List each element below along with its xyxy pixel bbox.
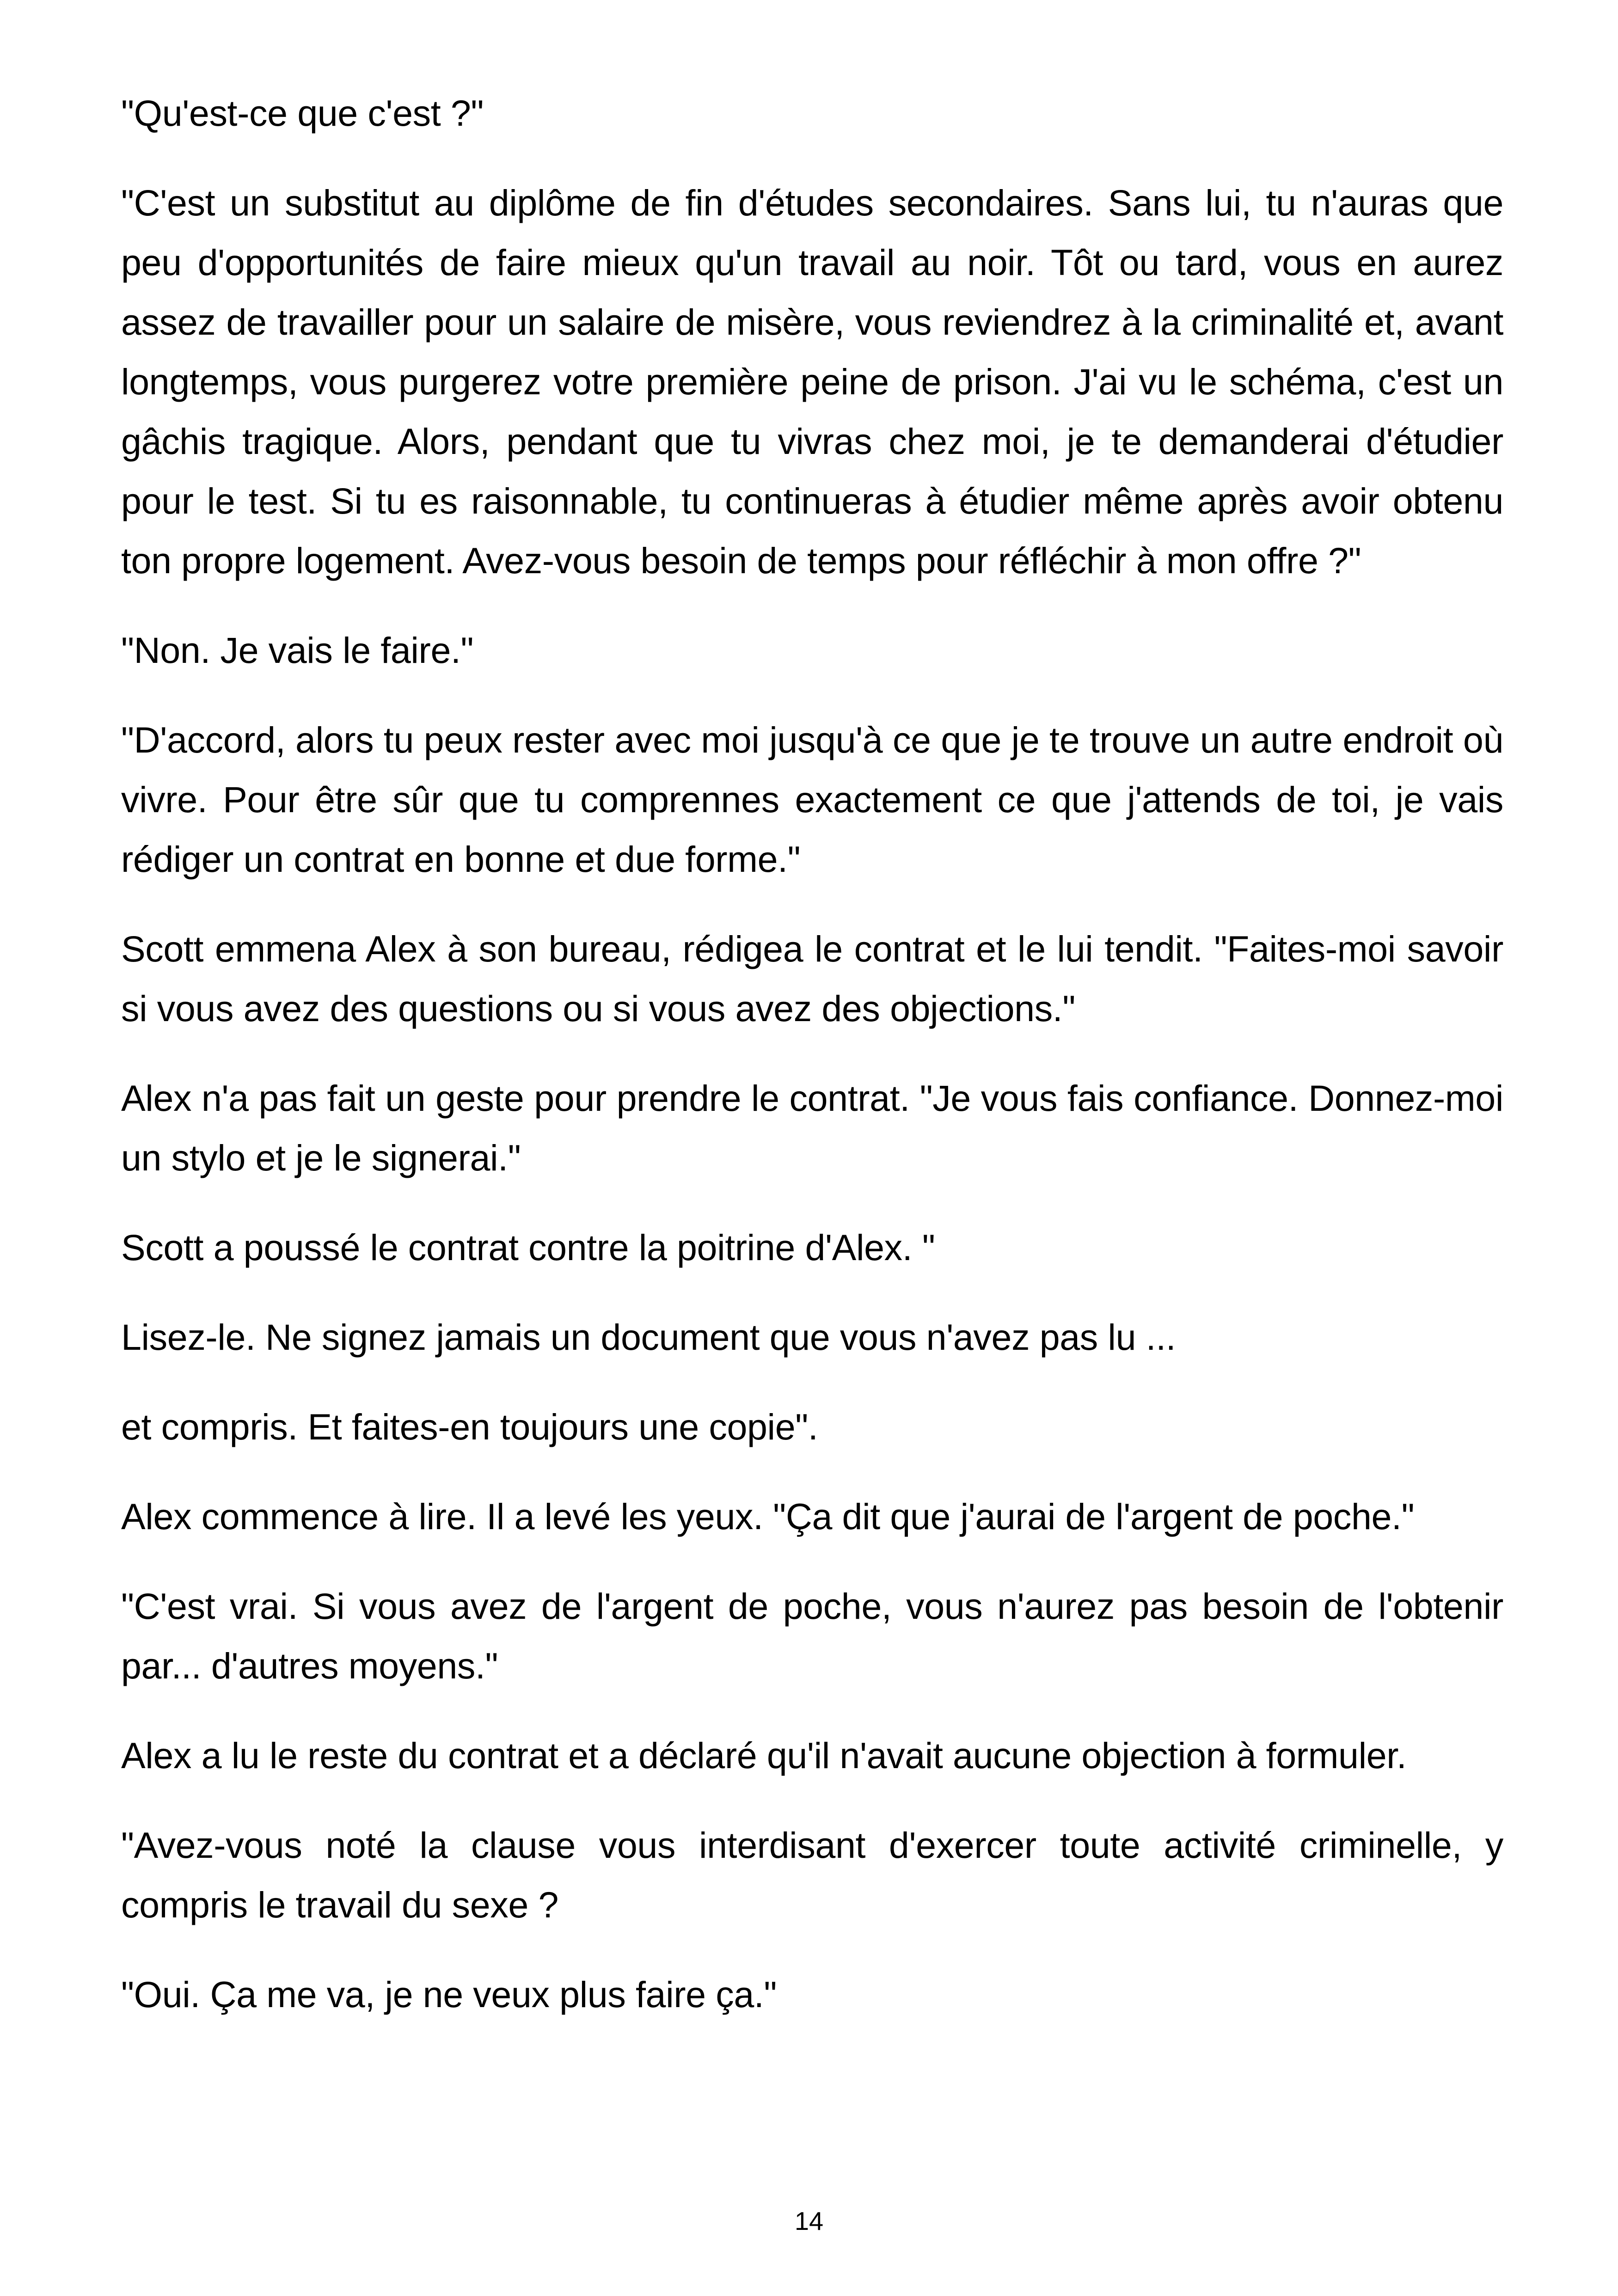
paragraph: "Non. Je vais le faire." — [121, 630, 474, 671]
paragraph: "Qu'est-ce que c'est ?" — [121, 92, 484, 134]
paragraph: "D'accord, alors tu peux rester avec moi jusqu'à ce que je te trouve un autre endroit où vivre. Pour être sûr que tu comprennes exactement ce que j'attends de toi, je vais rédiger un contrat en bonne et due forme." — [121, 719, 1503, 880]
paragraph: Alex a lu le reste du contrat et a déclaré qu'il n'avait aucune objection à formuler. — [121, 1735, 1407, 1776]
paragraph: "C'est un substitut au diplôme de fin d'études secondaires. Sans lui, tu n'auras que peu d'opportunités de faire mieux qu'un travail au noir. Tôt ou tard, vous en aurez assez de travailler pour un salaire de misère, vous reviendrez à la criminalité et, avant longtemps, vous purgerez votre première peine de prison. J'ai vu le schéma, c'est un gâchis tragique. Alors, pendant que tu vivras chez moi, je te demanderai d'étudier pour le test. Si tu es raisonnable, tu continueras à étudier même après avoir obtenu ton propre logement. Avez-vous besoin de temps pour réfléchir à mon offre ?" — [121, 182, 1503, 581]
paragraph: "Oui. Ça me va, je ne veux plus faire ça." — [121, 1974, 777, 2015]
page-number: 14 — [794, 2206, 824, 2235]
paragraph: et compris. Et faites-en toujours une copie". — [121, 1406, 818, 1447]
paragraph: Scott emmena Alex à son bureau, rédigea le contrat et le lui tendit. "Faites-moi savoir si vous avez des questions ou si vous avez des objections." — [121, 928, 1503, 1029]
paragraph: Alex commence à lire. Il a levé les yeux. "Ça dit que j'aurai de l'argent de poche." — [121, 1496, 1415, 1537]
paragraph: "C'est vrai. Si vous avez de l'argent de poche, vous n'aurez pas besoin de l'obtenir par... d'autres moyens." — [121, 1586, 1503, 1686]
paragraph: "Avez-vous noté la clause vous interdisant d'exercer toute activité criminelle, y compris le travail du sexe ? — [121, 1825, 1503, 1925]
paragraph: Alex n'a pas fait un geste pour prendre le contrat. "Je vous fais confiance. Donnez-moi un stylo et je le signerai." — [121, 1078, 1503, 1178]
paragraph: Lisez-le. Ne signez jamais un document que vous n'avez pas lu ... — [121, 1316, 1176, 1358]
paragraph: Scott a poussé le contrat contre la poitrine d'Alex. " — [121, 1227, 935, 1268]
body-text — [121, 83, 1503, 2054]
